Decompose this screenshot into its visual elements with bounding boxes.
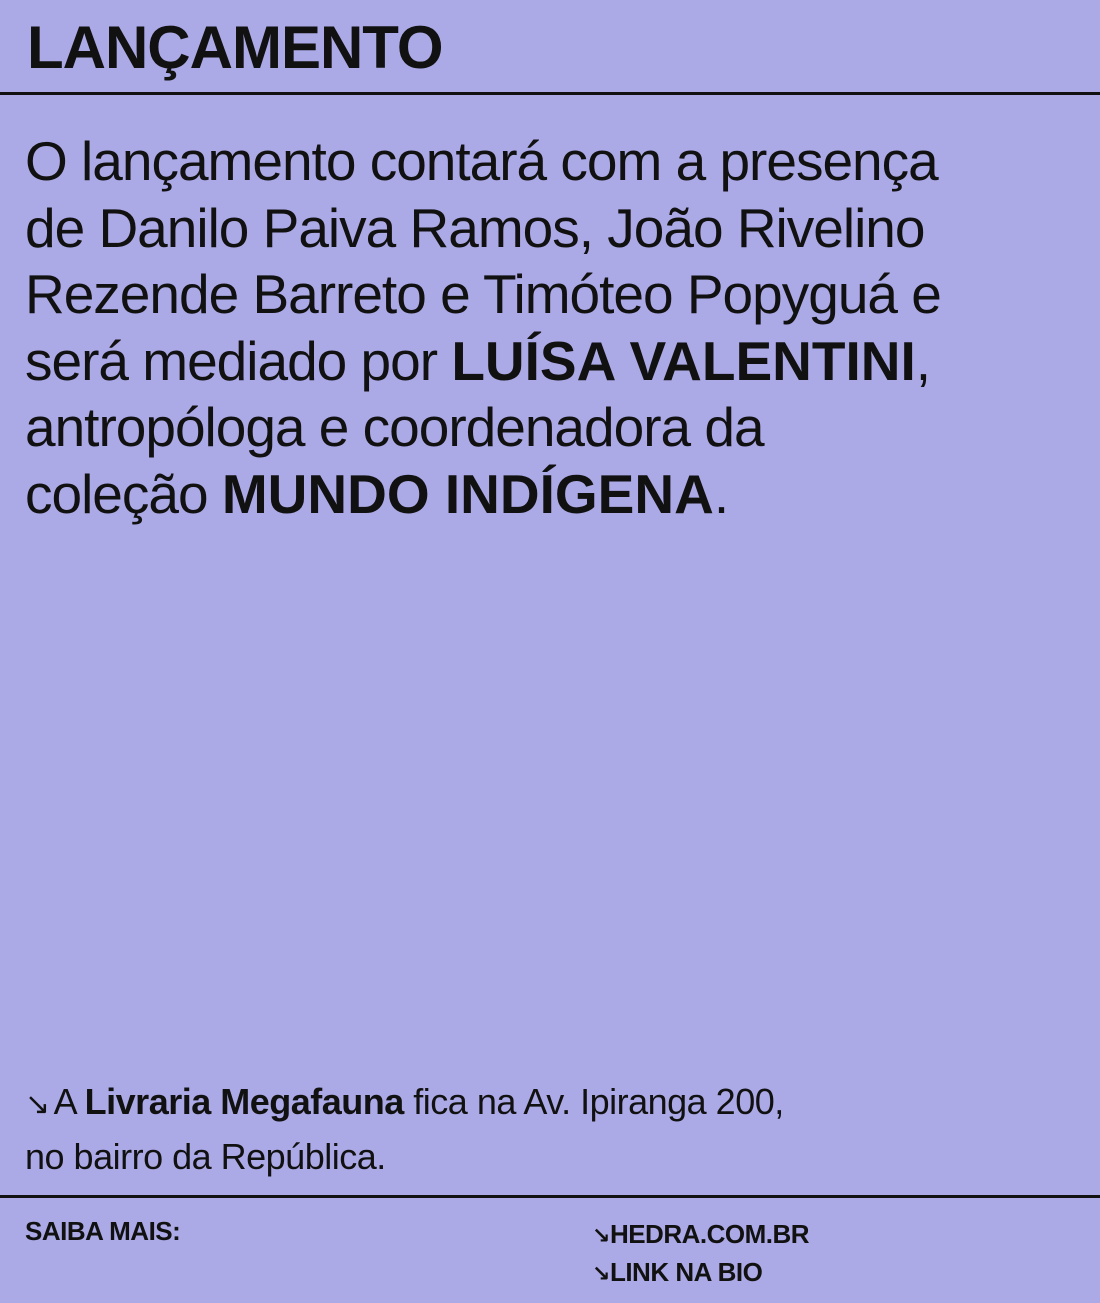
footer-link-label: HEDRA.COM.BR xyxy=(609,1219,810,1249)
announcement-text-segment: , xyxy=(915,329,931,392)
location-line: no bairro da República. xyxy=(25,1136,386,1177)
announcement-text-segment: . xyxy=(713,462,729,525)
location-text-segment: fica na Av. Ipiranga 200, xyxy=(403,1081,784,1122)
arrow-down-right-icon: ↘ xyxy=(25,1088,50,1121)
announcement-text-segment: coleção xyxy=(25,462,222,525)
announcement-line: O lançamento contará com a presença xyxy=(25,130,938,192)
announcement-line: antropóloga e coordenadora da xyxy=(25,396,764,458)
announcement-line xyxy=(25,461,1090,528)
location-line xyxy=(25,1076,1025,1131)
location-text-segment: A xyxy=(53,1081,85,1122)
announcement-line: de Danilo Paiva Ramos, João Rivelino xyxy=(25,196,925,259)
footer-link-website[interactable] xyxy=(592,1216,809,1254)
announcement-line: Rezende Barreto e Timóteo Popyguá e xyxy=(25,263,941,325)
location-info xyxy=(25,1076,1025,1183)
announcement-line xyxy=(25,328,1090,395)
footer-links xyxy=(592,1216,809,1292)
bookstore-name: Livraria Megafauna xyxy=(84,1081,404,1122)
announcement-text-segment: será mediado por xyxy=(25,329,452,392)
collection-name: MUNDO INDÍGENA xyxy=(221,462,714,525)
mediator-name: LUÍSA VALENTINI xyxy=(451,329,916,392)
footer-link-label: LINK NA BIO xyxy=(609,1257,763,1287)
footer-link-bio[interactable] xyxy=(592,1254,809,1292)
arrow-down-right-icon: ↘ xyxy=(592,1223,610,1248)
footer-label: SAIBA MAIS: xyxy=(25,1216,181,1246)
arrow-down-right-icon: ↘ xyxy=(592,1261,610,1286)
footer xyxy=(0,1195,1100,1303)
page-title: LANÇAMENTO xyxy=(27,14,443,81)
announcement-text xyxy=(25,128,1090,527)
header xyxy=(0,0,1100,95)
